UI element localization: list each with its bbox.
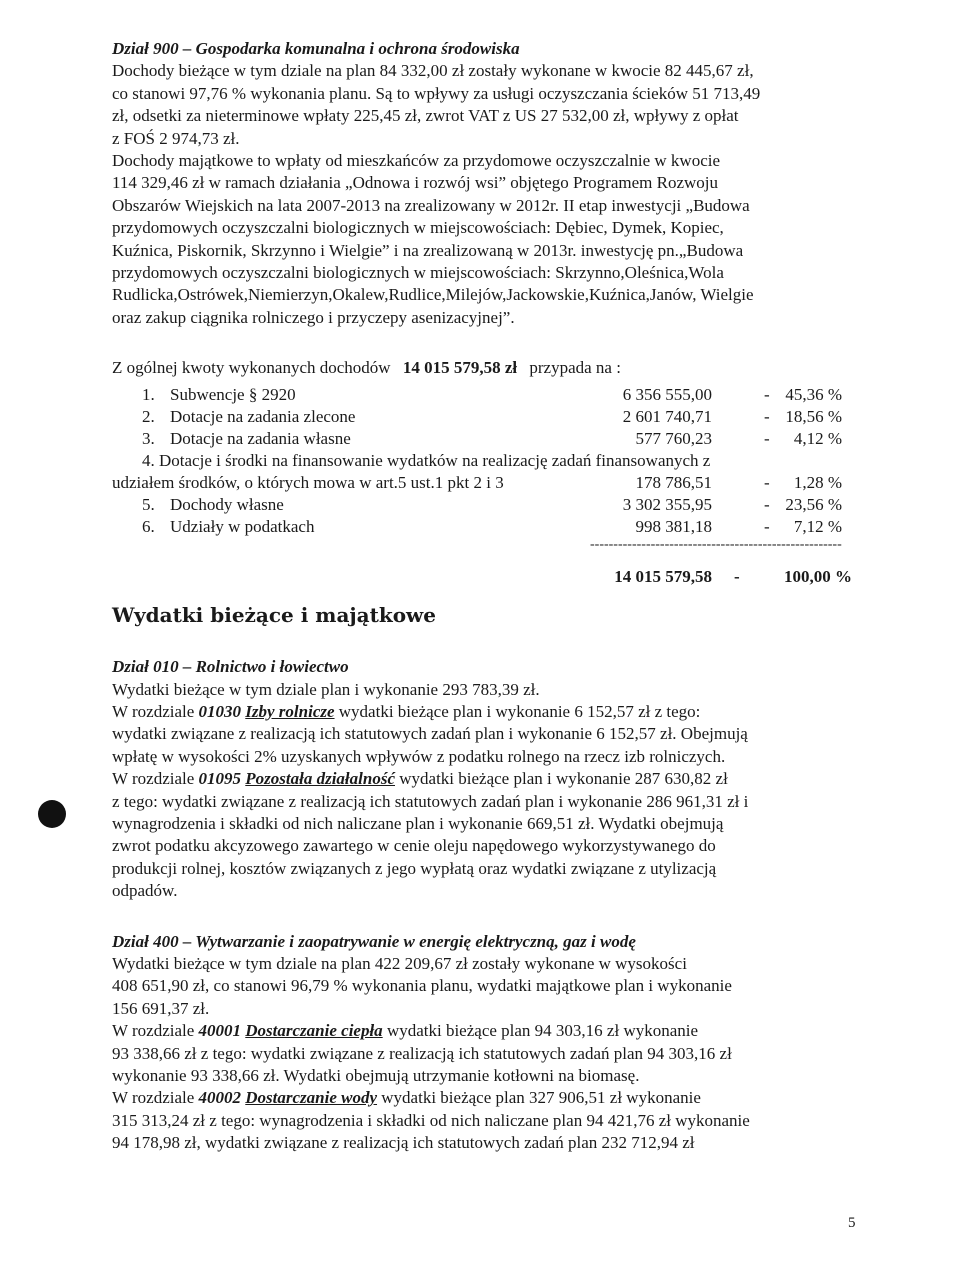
income-row-amount: 178 786,51 [635,473,712,493]
income-row-number: 5. [142,495,155,515]
text-part: W rozdziale [112,769,199,789]
section-900-line: oraz zakup ciągnika rolniczego i przyczepy asenizacyjnej”. [112,307,515,327]
income-intro-prefix: Z ogólnej kwoty wykonanych dochodów [112,358,391,378]
income-row [142,406,852,428]
document-page [112,38,852,1155]
income-row-amount: 2 601 740,71 [622,406,712,426]
section-400-line: Wydatki bieżące w tym dziale na plan 422 209,67 zł zostały wykonane w wysokości [112,953,687,973]
section-400-line: 408 651,90 zł, co stanowi 96,79 % wykonania planu, wydatki majątkowe plan i wykonanie [112,976,732,996]
section-400-line: 156 691,37 zł. [112,998,210,1018]
section-900-line: przydomowych oczyszczalni biologicznych w miejscowościach: Skrzynno,Oleśnica,Wola [112,263,724,283]
expenses-heading: Wydatki bieżące i majątkowe [112,603,436,628]
income-row-number: 1. [142,384,155,404]
income-row-label: Dotacje na zadania własne [170,428,351,448]
section-900-line: Dochody bieżące w tym dziale na plan 84 332,00 zł zostały wykonane w kwocie 82 445,67 zł, [112,61,754,81]
chapter-code: 01095 [198,769,242,789]
text-part: W rozdziale [112,1088,199,1108]
section-010-line: zwrot podatku akcyzowego zawartego w cenie oleju napędowego wykorzystywanego do [112,836,716,856]
section-900-line: Rudlicka,Ostrówek,Niemierzyn,Okalew,Rudlice,Milejów,Jackowskie,Kuźnica,Janów, Wielgie [112,285,754,305]
section-010-line [112,768,852,790]
income-row-percent: 7,12 % [793,517,842,537]
section-400-line: 93 338,66 zł z tego: wydatki związane z realizacją ich statutowych zadań plan 94 303,16 zł [112,1043,732,1063]
section-900-line: Kuźnica, Piskornik, Skrzynno i Wielgie” i na zrealizowaną w 2013r. inwestycję pn.„Budowa [112,240,744,260]
chapter-code: 01030 [198,701,242,721]
income-row-dash: - [764,473,770,493]
income-row-amount: 6 356 555,00 [622,384,712,404]
text-part: W rozdziale [112,1021,199,1041]
scan-dot-mark [38,800,66,828]
income-intro [112,357,852,379]
income-row-number: 2. [142,406,155,426]
section-900-body [112,60,852,329]
chapter-code: 40002 [198,1088,242,1108]
section-900-heading: Dział 900 – Gospodarka komunalna i ochrona środowiska [112,39,520,58]
income-row-dash: - [764,495,770,515]
income-row-4-line1: 4. Dotacje i środki na finansowanie wydatków na realizację zadań finansowanych z [142,450,711,470]
text-part: wydatki bieżące plan 94 303,16 zł wykonanie [382,1021,699,1041]
section-900-line: zł, odsetki za nieterminowe wpłaty 225,45 zł, zwrot VAT z US 27 532,00 zł, wpływy z opłat [112,106,739,126]
income-row-label: Dotacje na zadania zlecone [170,406,356,426]
income-row-percent: 18,56 % [785,406,842,426]
section-010-line: produkcji rolnej, kosztów związanych z jego wypłatą oraz wydatki związane z utylizacją [112,858,717,878]
income-total-dash: - [734,567,740,587]
section-010-line: wynagrodzenia i składki od nich naliczane plan i wykonanie 669,51 zł. Wydatki obejmują [112,813,724,833]
income-row [112,472,852,494]
chapter-name: Izby rolnicze [245,701,335,721]
income-row-label: Subwencje § 2920 [170,384,296,404]
text-part: wydatki bieżące plan i wykonanie 6 152,57 zł z tego: [334,701,701,721]
income-total [112,566,852,592]
income-row-dash: - [764,428,770,448]
income-row-number: 6. [142,517,155,537]
income-intro-suffix: przypada na : [529,358,621,378]
text-part: wydatki bieżące plan 327 906,51 zł wykonanie [377,1088,701,1108]
text-part: W rozdziale [112,701,199,721]
income-row [142,428,852,450]
section-900-line: 114 329,46 zł w ramach działania „Odnowa i rozwój wsi” objętego Programem Rozwoju [112,173,719,193]
chapter-name: Dostarczanie wody [245,1088,378,1108]
income-table [142,384,852,450]
income-row-label: Dochody własne [170,495,284,515]
chapter-name: Pozostała działalność [245,769,395,789]
section-400-heading: Dział 400 – Wytwarzanie i zaopatrywanie w energię elektryczną, gaz i wodę [112,931,636,951]
income-row-percent: 23,56 % [785,495,842,515]
income-row [142,384,852,406]
income-table-2 [142,494,852,538]
chapter-name: Dostarczanie ciepła [245,1021,383,1041]
chapter-code: 40001 [198,1021,242,1041]
income-separator: ------------------------------------------------------ [590,538,842,553]
income-total-amount: 14 015 579,58 [614,567,712,587]
income-row-label: udziałem środków, o których mowa w art.5 ust.1 pkt 2 i 3 [112,473,504,493]
section-400-line [112,1020,852,1042]
section-900-line: co stanowi 97,76 % wykonania planu. Są to wpływy za usługi oczyszczania ścieków 51 713,49 [112,83,761,103]
section-010-heading: Dział 010 – Rolnictwo i łowiectwo [112,657,349,677]
section-010-line [112,701,852,723]
section-010-line: Wydatki bieżące w tym dziale plan i wykonanie 293 783,39 zł. [112,679,540,699]
income-total-percent: 100,00 % [784,567,852,587]
section-400-line: wykonanie 93 338,66 zł. Wydatki obejmują utrzymanie kotłowni na biomasę. [112,1066,640,1085]
section-010-line: z tego: wydatki związane z realizacją ich statutowych zadań plan i wykonanie 286 961,31 zł i [112,791,749,811]
income-row [142,516,852,538]
income-row-dash: - [764,384,770,404]
income-row-amount: 577 760,23 [635,428,712,448]
section-900-line: Obszarów Wiejskich na lata 2007-2013 na zrealizowany w 2012r. II etap inwestycji „Budowa [112,195,750,215]
text-part: wydatki bieżące plan i wykonanie 287 630,82 zł [395,769,728,789]
income-row-amount: 998 381,18 [635,517,712,537]
section-010-line: wpłatę w wysokości 2% uzyskanych wpływów z podatku rolnego na rzecz izb rolniczych. [112,746,726,766]
page-number: 5 [848,1215,856,1231]
section-400-line: 94 178,98 zł, wydatki związane z realizacją ich statutowych zadań plan 232 712,94 zł [112,1133,695,1153]
section-010-line: odpadów. [112,881,178,901]
income-row-percent: 45,36 % [785,384,842,404]
income-row-percent: 4,12 % [793,428,842,448]
income-row-label: Udziały w podatkach [170,517,315,537]
section-400-line: 315 313,24 zł z tego: wynagrodzenia i składki od nich naliczane plan 94 421,76 zł wykonanie [112,1110,750,1130]
income-row-number: 3. [142,428,155,448]
section-900-line: Dochody majątkowe to wpłaty od mieszkańców za przydomowe oczyszczalnie w kwocie [112,151,721,171]
income-row-dash: - [764,406,770,426]
income-intro-amount: 14 015 579,58 zł [402,358,518,378]
section-010-line: wydatki związane z realizacją ich statutowych zadań plan i wykonanie 6 152,57 zł. Obejmują [112,724,748,744]
section-900-line: przydomowych oczyszczalni biologicznych w miejscowościach: Dębiec, Dymek, Kopiec, [112,218,724,238]
section-400-line [112,1087,852,1109]
income-row [142,494,852,516]
section-900-line: z FOŚ 2 974,73 zł. [112,128,240,148]
income-row-amount: 3 302 355,95 [622,495,712,515]
income-row-dash: - [764,517,770,537]
income-row-percent: 1,28 % [793,473,842,493]
